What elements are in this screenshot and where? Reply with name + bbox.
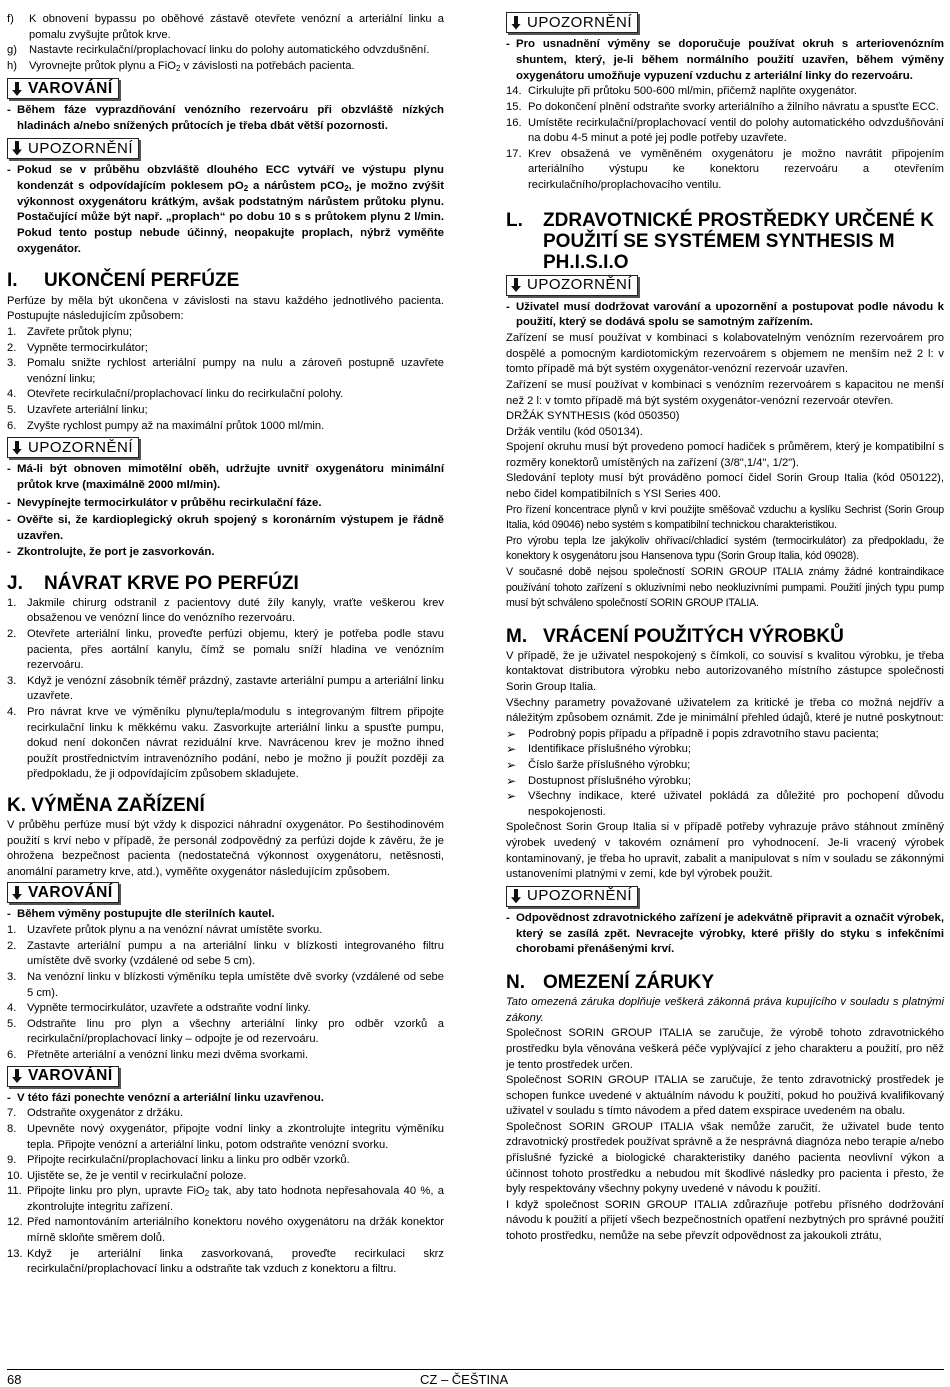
- list-item: ➢ Identifikace příslušného výrobku;: [506, 742, 691, 757]
- list-item: [7, 12, 444, 43]
- warning-label: VAROVÁNÍ: [7, 882, 119, 903]
- paragraph: Zařízení se musí používat v kombinaci s kolabovatelným venózním rezervoárem pro dospělé a pomocným kardiotomickým rezervoárem s objemem ne menším než 2 l: v tomto případě má být systém oxygenátor-venózní rezervoár uzavřen.: [506, 332, 944, 376]
- caution-label: UPOZORNĚNÍ: [506, 886, 638, 907]
- warning-item: - V této fázi ponechte venózní a arteriální linku uzavřenou.: [7, 1091, 324, 1104]
- item-marker: f): [7, 13, 14, 25]
- footer-divider: [7, 1369, 944, 1370]
- list-item: 3. Když je venózní zásobník téměř prázdný, zastavte arteriální pumpu a arteriální linku uzavřete.: [7, 674, 444, 703]
- list-item: 6. Přetněte arteriální a venózní linku mezi dvěma svorkami.: [7, 1048, 309, 1061]
- list-item: 5. Uzavřete arteriální linku;: [7, 403, 148, 416]
- paragraph: Společnost SORIN GROUP ITALIA se zaručuje, že tento zdravotnický prostředek je schopen funkce uvedené v aktuálním návodu k použití, pokud ho použivá kvalifikovaný uživatel v souladu s tímto návodem a před datem exspirace uvedeném na obalu.: [506, 1074, 944, 1118]
- paragraph: Spojení okruhu musí být provedeno pomocí hadiček s průměrem, který je kompatibilní s rozměry konektorů umístěných na zařízení (3/8",1/4", 1/2").: [506, 441, 944, 469]
- list-item: 1. Uzavřete průtok plynu a na venózní návrat umístěte svorku.: [7, 924, 323, 937]
- caution-item: - Nevypínejte termocirkulátor v průběhu recirkulační fáze.: [7, 496, 322, 509]
- caution-label: UPOZORNĚNÍ: [506, 275, 638, 296]
- paragraph: Perfúze by měla být ukončena v závislosti na stavu každého jednotlivého pacienta. Postupujte následujícím způsobem:: [7, 294, 444, 323]
- list-item: 11. Připojte linku pro plyn, upravte FiO$_2$ tak, aby tato hodnota nepřesahovala 40 %, a zkontrolujte integritu zařízení.: [7, 1185, 444, 1213]
- paragraph: V současné době nejsou společností SORIN GROUP ITALIA známy žádné kontraindikace používání tohoto zařízení s okluzivními nebo neokluzivními pumpami. Použití jiných typu pump musí být schváleno společností SORIN GROUP ITALIA.: [506, 566, 944, 610]
- paragraph: V případě, že je uživatel nespokojený s čímkoli, co souvisí s kvalitou výrobku, je třeba kontaktovat distributora výrobku nebo autorizovaného místního zástupce společnosti Sorin Group Italia.: [506, 649, 944, 694]
- paragraph: Společnost SORIN GROUP ITALIA se zaručuje, že výrobě tohoto zdravotnického prostředku byla věnována veškerá péče vyplývající z jeho charakteru a použití, pro něž je tento prostředek určen.: [506, 1027, 944, 1071]
- item-text: Nastavte recirkulační/proplachovací linku do polohy automatického odvzdušnění.: [29, 44, 430, 57]
- caution-hand-icon: [511, 16, 521, 30]
- caution-hand-icon: [511, 278, 521, 292]
- caution-item: - Ověřte si, že kardioplegický okruh spojený s koronárním výstupem je řádně uzavřen.: [7, 514, 444, 543]
- paragraph: I když společnost SORIN GROUP ITALIA zdůrazňuje potřebu přísného dodržování návodu k použití a přijetí všech bezpečnostních opatření nezbytných pro správné použití tohoto prostředku, nemůže na sebe převzít odpovědnost za jakoukoli ztrátu,: [506, 1198, 944, 1243]
- list-item: 6. Zvyšte rychlost pumpy až na maximální průtok 1000 ml/min.: [7, 419, 325, 432]
- caution-label: UPOZORNĚNÍ: [7, 138, 139, 159]
- caution-item: - Má-li být obnoven mimotělní oběh, udržujte uvnitř oxygenátoru minimální průtok krve (maximálně 2000 ml/min).: [7, 463, 444, 491]
- warning-label: VAROVÁNÍ: [7, 1066, 119, 1087]
- warning-label: VAROVÁNÍ: [7, 78, 119, 99]
- list-item: ➢ Číslo šarže příslušného výrobku;: [506, 757, 691, 772]
- caution-hand-icon: [511, 889, 521, 903]
- item-text: K obnovení bypassu po oběhové zástavě otevřete venózní a arteriální linku a pomalu zvyšujte průtok krve.: [29, 13, 444, 41]
- list-item: 4. Pro návrat krve ve výměníku plynu/tepla/modulu s integrovaným filtrem připojte recirkulační linku k měkkému vaku. Zasvorkujte arteriální linku a spusťte pumpu, dokud není dokončen návrat reziduální krve. Navrácenou krev je možno ihned použít prostřednictvím intravenózního podání, nebo je možno ji použít později za předpokladu, že ji odpovídajícím způsobem skladujete.: [7, 706, 444, 781]
- list-item: 10. Ujistěte se, že je ventil v recirkulační poloze.: [7, 1169, 247, 1182]
- list-item: 4. Vypněte termocirkulátor, uzavřete a odstraňte vodní linky.: [7, 1002, 311, 1015]
- right-column: [506, 12, 944, 1245]
- arrow-bullet-icon: ➢: [506, 742, 517, 757]
- caution-hand-icon: [12, 441, 22, 455]
- list-item: 7. Odstraňte oxygenátor z držáku.: [7, 1107, 184, 1120]
- paragraph: Držák ventilu (kód 050134).: [506, 425, 643, 438]
- list-item: 13. Když je arteriální linka zasvorkovaná, proveďte recirkulaci skrz recirkulační/proplachovací linku a odstraňte tak vzduch z konektoru a filtru.: [7, 1247, 444, 1276]
- arrow-bullet-icon: ➢: [506, 757, 517, 772]
- list-item: 4. Otevřete recirkulační/proplachovací linku do recirkulační polohy.: [7, 388, 344, 401]
- section-heading: N. OMEZENÍ ZÁRUKY: [506, 972, 714, 994]
- paragraph: DRŽÁK SYNTHESIS (kód 050350): [506, 410, 680, 423]
- warning-hand-icon: [12, 886, 22, 900]
- paragraph: Všechny parametry považované uživatelem za kritické je třeba co možná nejdřív a náležitým způsobem oznámit. Zde je minimální přehled údajů, které je nutné poskytnout:: [506, 696, 944, 725]
- warning-hand-icon: [12, 1069, 22, 1083]
- list-item: ➢ Všechny indikace, které uživatel pokládá za důležité pro pochopení důvodu nespokojenosti.: [506, 789, 944, 820]
- item-marker: h): [7, 59, 17, 72]
- paragraph: Tato omezená záruka doplňuje veškerá zákonná práva kupujícího v souladu s platnými zákony.: [506, 996, 944, 1024]
- page-number: 68: [7, 1372, 22, 1387]
- list-item: ➢ Dostupnost příslušného výrobku;: [506, 773, 691, 788]
- list-item: 2. Zastavte arteriální pumpu a na arteriální linku v blízkosti integrovaného filtru umístěte dvě svorky (vzdálené od sebe 5 cm).: [7, 939, 444, 968]
- warning-item: - Během výměny postupujte dle sterilních kautel.: [7, 908, 275, 921]
- caution-item: - Zkontrolujte, že port je zasvorkován.: [7, 546, 215, 559]
- list-item: 5. Odstraňte linu pro plyn a všechny arteriální linky pro odběr vzorků a recirkulační/proplachovací linky – odpojte je od rezervoáru.: [7, 1017, 444, 1046]
- caution-label: UPOZORNĚNÍ: [7, 437, 139, 458]
- list-item: [7, 43, 444, 59]
- caution-item: - Odpovědnost zdravotnického zařízení je adekvátně připravit a označit výrobek, který se zasílá zpět. Nevracejte výrobky, které přišly do styku s infekčními chorobami přenášenými krví.: [506, 911, 944, 956]
- paragraph: Sledování teploty musí být prováděno pomocí čidel Sorin Group Italia (kód 050122), nebo čidel kompatibilních s YSI Series 400.: [506, 472, 944, 501]
- arrow-bullet-icon: ➢: [506, 726, 517, 741]
- warning-item: - Během fáze vyprazdňování venózního rezervoáru při obzvláště nízkých hladinách a/nebo snížených průtocích je třeba dbát větší pozornosti.: [7, 104, 444, 133]
- list-item: 1. Jakmile chirurg odstranil z pacientovy duté žíly kanyly, vraťte veškerou krev obsaženou ve venózní lince do venózního rezervoáru.: [7, 596, 444, 625]
- list-item: 16. Umístěte recirkulační/proplachovací ventil do polohy automatického odvzdušňování na dobu 4-5 minut a poté jej podle potřeby uzavřete.: [506, 116, 944, 145]
- left-column: [7, 12, 444, 1278]
- section-heading: L. ZDRAVOTNICKÉ PROSTŘEDKY URČENÉ K POUŽITÍ SE SYSTÉMEM SYNTHESIS M PH.I.S.I.O: [506, 209, 934, 273]
- item-marker: g): [7, 44, 17, 57]
- paragraph: V průběhu perfúze musí být vždy k dispozici náhradní oxygenátor. Po šestihodinovém použití s krví nebo v případě, že personál zodpovědný za perfúzi dojde k závěru, že je ohrožena bezpečnost pacienta (nedostatečná výkonnost oxygenátoru, netěsnosti, anomální parametry krve, atd.), vyměňte oxygenátor následujícím způsobem.: [7, 819, 444, 878]
- warning-hand-icon: [12, 82, 22, 96]
- list-item: ➢ Podrobný popis případu a případně i popis zdravotního stavu pacienta;: [506, 726, 879, 741]
- footer-language: CZ – ČEŠTINA: [420, 1372, 509, 1387]
- list-item: 17. Krev obsažená ve vyměněném oxygenátoru je možno navrátit připojením arteriálního výstupu ke konektoru rezervoáru a otevřením recirkulačního/proplachovacího ventilu.: [506, 147, 944, 191]
- list-item: 15. Po dokončení plnění odstraňte svorky arteriálního a žilního návratu a spusťte ECC.: [506, 100, 939, 113]
- list-item: [7, 59, 444, 75]
- list-item: 3. Na venózní linku v blízkosti výměníku tepla umístěte dvě svorky (vzdálené od sebe 5 cm).: [7, 970, 444, 999]
- caution-item: - Pro usnadnění výměny se doporučuje používat okruh s arteriovenózním shuntem, který, je-li během normálního použití uzavřen, během výměny oxygenátoru umožňuje vypuzení vzduchu z arteriální linky do rezervoáru.: [506, 38, 944, 82]
- list-item: 2. Vypněte termocirkulátor;: [7, 341, 148, 354]
- section-heading: J. NÁVRAT KRVE PO PERFÚZI: [7, 572, 299, 594]
- paragraph: Pro řízení koncentrace plynů v krvi použijte směšovač vzduchu a kyslíku Sechrist (Sorin Group Italia, kód 09046) nebo systém s kompatibilní technickou charakteristikou.: [506, 503, 944, 532]
- caution-item: - Pokud se v průběhu obzvláště dlouhého ECC vytváří ve výstupu plynu kondenzát s odpovídajícím poklesem $pO_2$ a nárůstem pCO$_2$, je možno zvýšit výkonnost oxygenátoru krátkým, avšak podstatným nárůstem průtoku plynu. Postačující může být např. „proplach“ po dobu 10 s s průtokem plynu 2 l/min. Pokud tento postup nebude účinný, neopakujte proplach, nýbrž vyměňte oxygenátor.: [7, 163, 445, 255]
- list-item: 1. Zavřete průtok plynu;: [7, 325, 133, 338]
- item-text: Vyrovnejte průtok plynu a FiO$_2$ v závislosti na potřebách pacienta.: [29, 59, 355, 73]
- caution-label: UPOZORNĚNÍ: [506, 12, 638, 33]
- list-item: 8. Upevněte nový oxygenátor, připojte vodní linky a zkontrolujte integritu výměníku tepla. Připojte venózní a arteriální linku, potom odstraňte venózní svorku.: [7, 1122, 444, 1151]
- arrow-bullet-icon: ➢: [506, 789, 517, 804]
- list-item: 3. Pomalu snižte rychlost arteriální pumpy na nulu a zároveň postupně uzavřete venózní linku;: [7, 357, 444, 385]
- list-item: 9. Připojte recirkulační/proplachovací linku a linku pro odběr vzorků.: [7, 1154, 350, 1167]
- paragraph: Zařízení se musí používat v kombinaci s venózním rezervoárem s kapacitou ne menší než 2 l: v tomto případě má být systém oxygenátor-venózní rezervoár otevřen.: [506, 378, 944, 407]
- arrow-bullet-icon: ➢: [506, 773, 517, 788]
- paragraph: Společnost SORIN GROUP ITALIA však nemůže zaručit, že uživatel bude tento zdravotnický prostředek používat správně a že nesprávná diagnóza nebo terapie a/nebo příslušné fyzické a biologické charakteristiky daného pacienta neovlivní výkon a účinnost tohoto prostředku a nebudou mít škodlivé následky pro pacienta i přesto, že byly respektovány všechny pokyny uvedené v návodu k použití.: [506, 1120, 944, 1196]
- section-heading: M. VRÁCENÍ POUŽITÝCH VÝROBKŮ: [506, 625, 844, 647]
- section-heading: K. VÝMĚNA ZAŘÍZENÍ: [7, 795, 205, 816]
- caution-item: - Uživatel musí dodržovat varování a upozornění a postupovat podle návodu k použití, který se dodává spolu se samotným zařízením.: [506, 300, 944, 329]
- paragraph: Pro výrobu tepla lze jakýkoliv ohřívací/chladicí systém (termocirkulátor) za předpokladu, že konektory k osygenátoru jsou Hansenova typu (Sorin Group Italia, kód 09028).: [506, 534, 944, 563]
- caution-hand-icon: [12, 141, 22, 155]
- section-heading: I. UKONČENÍ PERFÚZE: [7, 269, 240, 291]
- list-item: 14. Cirkulujte při průtoku 500-600 ml/min, přičemž naplňte oxygenátor.: [506, 85, 857, 98]
- paragraph: Společnost Sorin Group Italia si v případě potřeby vyhrazuje právo stáhnout zmíněný výrobek uvedený v takovém oznámení pro vyhodnocení. Je-li vracený výrobek kontaminovaný, je třeba ho upravit, zabalit a manipulovat s ním v souladu se zákonnými ustanoveními platnými v zemi, kde byl výrobek použit.: [506, 821, 944, 881]
- list-item: 2. Otevřete arteriální linku, proveďte perfúzi objemu, který je potřeba podle stavu pacienta, přes aortální kanylu, čímž se pomalu sníží hladina ve venózním rezervoáru.: [7, 628, 444, 672]
- list-item: 12. Před namontováním arteriálního konektoru nového oxygenátoru na držák konektor mírně skloňte směrem dolů.: [7, 1216, 444, 1245]
